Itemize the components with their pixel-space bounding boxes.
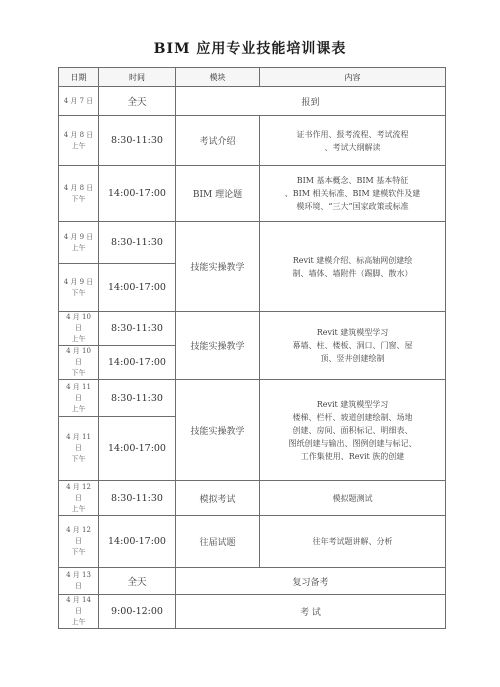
header-time: 时间: [99, 68, 176, 87]
date-cell: 4 月 13 日: [59, 568, 99, 595]
content-cell: Revit 建筑模型学习 幕墙、柱、楼板、洞口、门窗、屋 顶、竖井创建绘制: [260, 312, 446, 380]
date-cell: 4 月 10 日 下午: [59, 346, 99, 380]
date-cell: 4 月 12 日 下午: [59, 516, 99, 568]
time-cell: 14:00-17:00: [99, 346, 176, 380]
module-cell: BIM 理论题: [176, 166, 260, 222]
time-cell: 14:00-17:00: [99, 264, 176, 312]
table-row: [59, 516, 446, 568]
time-cell: 14:00-17:00: [99, 417, 176, 481]
schedule-table: [58, 67, 446, 629]
table-row: [59, 595, 446, 629]
time-cell: 8:30-11:30: [99, 116, 176, 166]
time-cell: 8:30-11:30: [99, 481, 176, 516]
module-cell: 考试介绍: [176, 116, 260, 166]
table-row: [59, 116, 446, 166]
table-header-row: [59, 68, 446, 87]
date-cell: 4 月 7 日: [59, 87, 99, 116]
module-cell: 技能实操教学: [176, 380, 260, 481]
merged-cell: 复习备考: [176, 568, 446, 595]
module-cell: 往届试题: [176, 516, 260, 568]
table-row: [59, 166, 446, 222]
time-cell: 全天: [99, 568, 176, 595]
date-cell: 4 月 11 日 下午: [59, 417, 99, 481]
content-cell: 证书作用、报考流程、考试流程 、考试大纲解读: [260, 116, 446, 166]
time-cell: 14:00-17:00: [99, 166, 176, 222]
time-cell: 14:00-17:00: [99, 516, 176, 568]
module-cell: 模拟考试: [176, 481, 260, 516]
date-cell: 4 月 12 日 上午: [59, 481, 99, 516]
date-cell: 4 月 8 日 上午: [59, 116, 99, 166]
header-content: 内容: [260, 68, 446, 87]
time-cell: 全天: [99, 87, 176, 116]
module-cell: 技能实操教学: [176, 312, 260, 380]
date-cell: 4 月 14 日 上午: [59, 595, 99, 629]
content-cell: BIM 基本概念、BIM 基本特征 、BIM 相关标准、BIM 建模软件及建 模环境、“三大”国家政策或标准: [260, 166, 446, 222]
table-row: [59, 87, 446, 116]
date-cell: 4 月 8 日 下午: [59, 166, 99, 222]
date-cell: 4 月 11 日 上午: [59, 380, 99, 417]
date-cell: 4 月 9 日 上午: [59, 222, 99, 264]
content-cell: 往年考试题讲解、分析: [260, 516, 446, 568]
date-cell: 4 月 9 日 下午: [59, 264, 99, 312]
time-cell: 8:30-11:30: [99, 380, 176, 417]
content-cell: Revit 建模介绍、标高轴网创建绘 制、墙体、墙附件（踢脚、散水）: [260, 222, 446, 312]
header-date: 日期: [59, 68, 99, 87]
content-cell: 模拟题测试: [260, 481, 446, 516]
merged-cell: 报到: [176, 87, 446, 116]
table-row: [59, 312, 446, 346]
table-row: [59, 481, 446, 516]
date-cell: 4 月 10 日 上午: [59, 312, 99, 346]
page-title: BIM 应用专业技能培训课表: [153, 41, 347, 57]
time-cell: 9:00-12:00: [99, 595, 176, 629]
table-row: [59, 568, 446, 595]
content-cell: Revit 建筑模型学习 楼梯、栏杆、坡道创建绘制、场地 创建、房间、面积标记、明细表、 图纸创建与输出、图例创建与标记、 工作集使用、Revit 族的创建: [260, 380, 446, 481]
time-cell: 8:30-11:30: [99, 312, 176, 346]
time-cell: 8:30-11:30: [99, 222, 176, 264]
table-row: [59, 222, 446, 264]
table-row: [59, 380, 446, 417]
module-cell: 技能实操教学: [176, 222, 260, 312]
merged-cell: 考 试: [176, 595, 446, 629]
header-module: 模块: [176, 68, 260, 87]
